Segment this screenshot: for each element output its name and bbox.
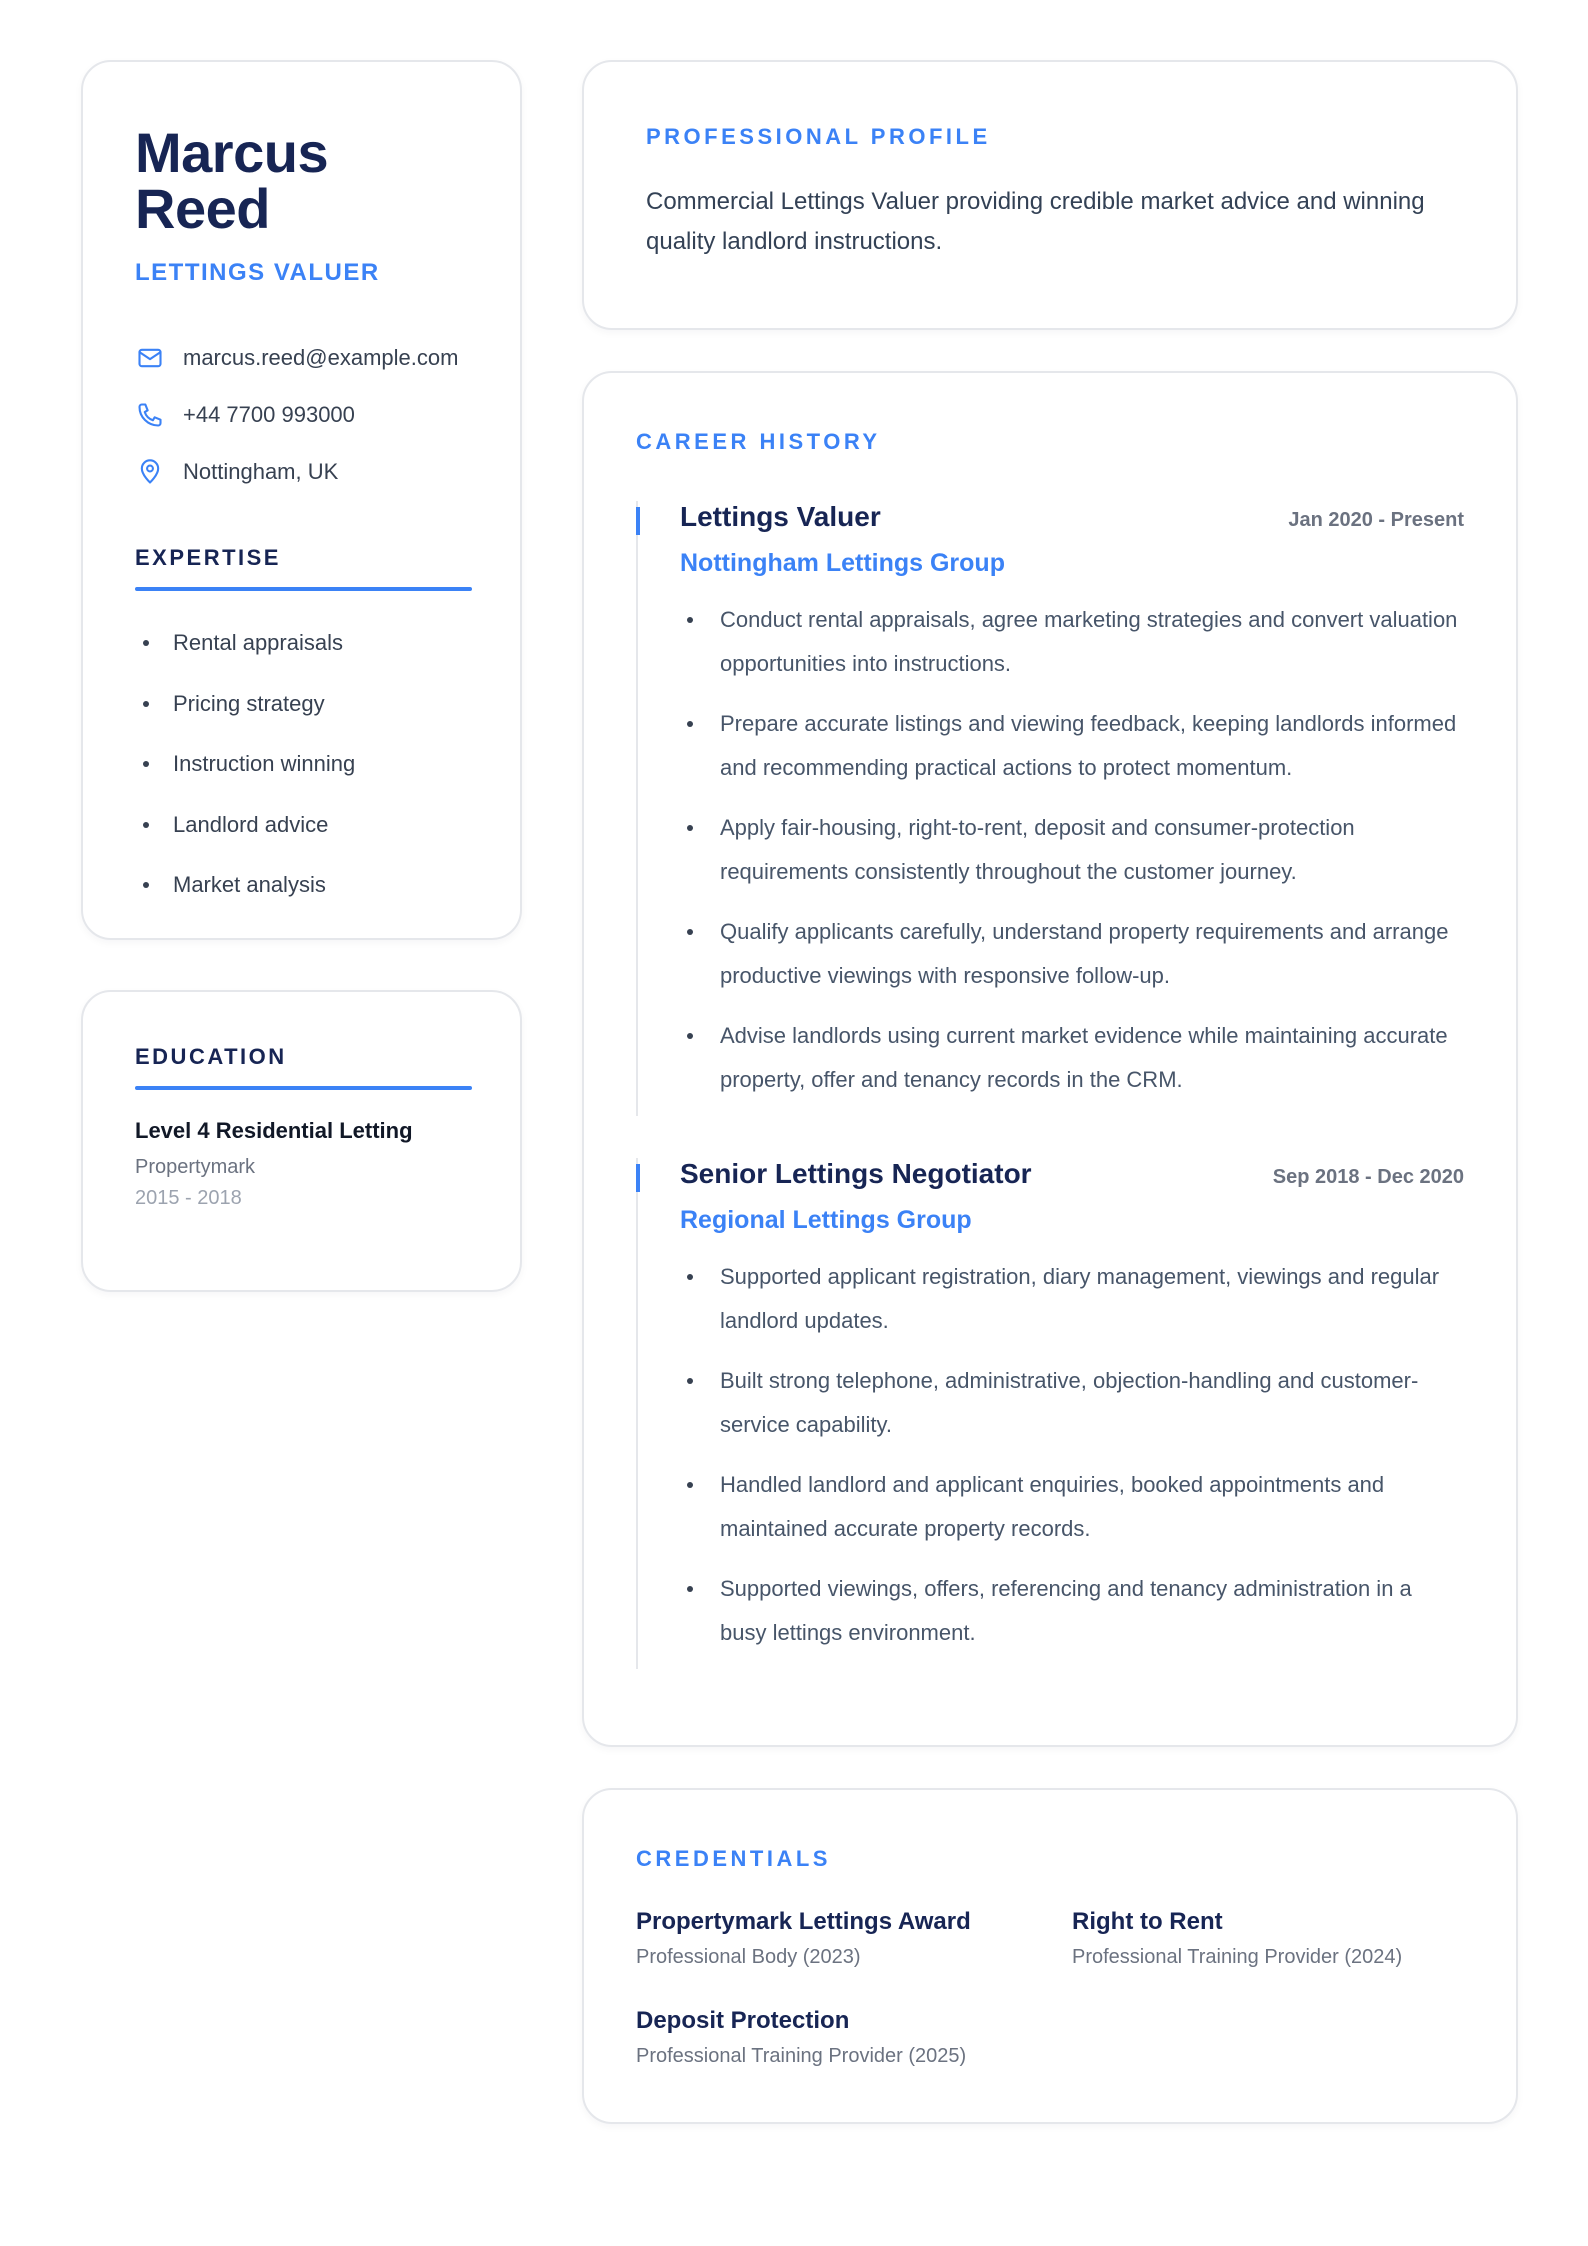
bullet-icon [143, 822, 149, 828]
profile-card [582, 60, 1518, 330]
job-entry [636, 1158, 1464, 1655]
credential-issuer: Professional Body (2023) [636, 1946, 861, 1968]
profile-summary: Commercial Lettings Valuer providing credible market advice and winning quality landlord instructions. [646, 188, 1425, 255]
candidate-role: LETTINGS VALUER [135, 259, 380, 286]
credential-name: Deposit Protection [636, 2007, 850, 2034]
job-company: Nottingham Lettings Group [680, 549, 1005, 577]
bullet-icon [687, 1274, 693, 1280]
bullet-icon [687, 1378, 693, 1384]
education-years: 2015 - 2018 [135, 1187, 242, 1209]
credentials-heading: CREDENTIALS [636, 1846, 831, 1871]
bullet-icon [687, 617, 693, 623]
contact-email[interactable] [135, 329, 468, 386]
expertise-divider [135, 587, 472, 591]
mail-icon [135, 343, 165, 373]
bullet-icon [143, 761, 149, 767]
list-item: Qualify applicants carefully, understand property requirements and arrange productive viewings with responsive follow-up. [680, 910, 1464, 998]
expertise-list [135, 613, 468, 916]
list-item: Supported applicant registration, diary management, viewings and regular landlord updates. [680, 1255, 1464, 1343]
job-bullets [680, 1255, 1464, 1655]
contact-location-text: Nottingham, UK [183, 458, 339, 484]
list-item: Landlord advice [135, 795, 468, 856]
bullet-icon [687, 1033, 693, 1039]
timeline-line [636, 501, 638, 1116]
expertise-heading: EXPERTISE [135, 545, 281, 570]
job-dates: Sep 2018 - Dec 2020 [1272, 1166, 1464, 1188]
location-pin-icon [135, 457, 165, 487]
education-card [81, 990, 522, 1292]
credential-name: Propertymark Lettings Award [636, 1908, 971, 1935]
credential-name: Right to Rent [1072, 1908, 1223, 1935]
list-item: Supported viewings, offers, referencing and tenancy administration in a busy lettings environment. [680, 1567, 1464, 1655]
candidate-name: Marcus Reed [135, 121, 329, 240]
career-heading: CAREER HISTORY [636, 429, 881, 454]
education-school: Propertymark [135, 1156, 256, 1178]
credential-issuer: Professional Training Provider (2025) [636, 2045, 967, 2067]
list-item: Instruction winning [135, 734, 468, 795]
education-divider [135, 1086, 472, 1090]
list-item: Conduct rental appraisals, agree marketing strategies and convert valuation opportunities into instructions. [680, 598, 1464, 686]
education-title: Level 4 Residential Letting [135, 1118, 413, 1143]
job-title: Senior Lettings Negotiator [680, 1158, 1032, 1189]
job-entry [636, 501, 1464, 1102]
bullet-icon [143, 701, 149, 707]
credentials-grid [636, 1908, 1464, 2068]
contact-phone[interactable] [135, 386, 468, 443]
contact-email-text: marcus.reed@example.com [183, 344, 459, 370]
job-bullets [680, 598, 1464, 1102]
job-header [680, 1158, 1464, 1190]
job-dates: Jan 2020 - Present [1288, 509, 1464, 531]
phone-icon [135, 400, 165, 430]
timeline-marker [636, 507, 640, 535]
bullet-icon [143, 640, 149, 646]
contact-card [81, 60, 522, 940]
timeline-line [636, 1158, 638, 1669]
contact-location [135, 443, 468, 500]
contact-list [135, 329, 468, 500]
list-item: Apply fair-housing, right-to-rent, deposit and consumer-protection requirements consistently throughout the customer journey. [680, 806, 1464, 894]
credential-item [636, 1908, 1072, 1969]
job-company: Regional Lettings Group [680, 1206, 972, 1234]
job-header [680, 501, 1464, 533]
career-card [582, 371, 1518, 1747]
bullet-icon [687, 929, 693, 935]
list-item: Handled landlord and applicant enquiries, booked appointments and maintained accurate property records. [680, 1463, 1464, 1551]
list-item: Advise landlords using current market evidence while maintaining accurate property, offer and tenancy records in the CRM. [680, 1014, 1464, 1102]
list-item: Market analysis [135, 855, 468, 916]
list-item: Pricing strategy [135, 674, 468, 735]
bullet-icon [687, 721, 693, 727]
education-heading: EDUCATION [135, 1044, 287, 1069]
list-item: Rental appraisals [135, 613, 468, 674]
credential-issuer: Professional Training Provider (2024) [1072, 1946, 1403, 1968]
bullet-icon [687, 1482, 693, 1488]
contact-phone-text: +44 7700 993000 [183, 401, 355, 427]
bullet-icon [687, 1586, 693, 1592]
profile-heading: PROFESSIONAL PROFILE [646, 124, 991, 149]
timeline-marker [636, 1164, 640, 1192]
bullet-icon [143, 882, 149, 888]
credential-item [1072, 1908, 1464, 1969]
job-title: Lettings Valuer [680, 501, 881, 532]
credential-item [636, 2007, 1072, 2068]
bullet-icon [687, 825, 693, 831]
list-item: Prepare accurate listings and viewing feedback, keeping landlords informed and recommending practical actions to protect momentum. [680, 702, 1464, 790]
list-item: Built strong telephone, administrative, objection-handling and customer-service capability. [680, 1359, 1464, 1447]
credentials-card [582, 1788, 1518, 2124]
